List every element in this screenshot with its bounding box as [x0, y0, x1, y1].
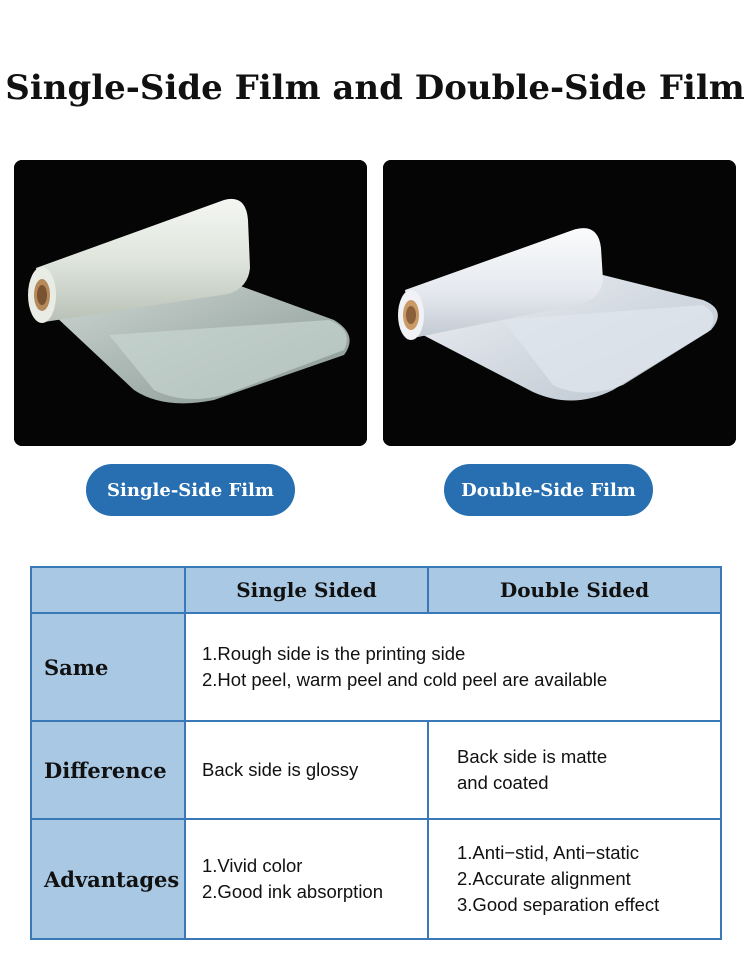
comparison-table: [30, 566, 722, 940]
difference-double-line-1: Back side is matte: [457, 746, 608, 767]
advantages-double-line-3: 3.Good separation effect: [457, 894, 660, 915]
row-label-same: Same: [31, 613, 185, 721]
advantages-double-line-2: 2.Accurate alignment: [457, 868, 631, 889]
table-header-double: Double Sided: [428, 567, 721, 613]
row-label-difference: Difference: [31, 721, 185, 819]
table-header-corner: [31, 567, 185, 613]
table-header-single: Single Sided: [185, 567, 428, 613]
same-cell: [185, 613, 721, 721]
page-title: Single-Side Film and Double-Side Film: [5, 68, 745, 108]
single-side-film-button[interactable]: Single-Side Film: [86, 464, 295, 516]
difference-double-cell: [428, 721, 721, 819]
advantages-single-line-2: 2.Good ink absorption: [202, 881, 384, 902]
double-side-film-image: [383, 160, 736, 446]
same-line-2: 2.Hot peel, warm peel and cold peel are available: [202, 669, 608, 690]
table-row: [31, 613, 721, 721]
double-side-film-button[interactable]: Double-Side Film: [444, 464, 653, 516]
table-row: [31, 819, 721, 939]
advantages-double-cell: [428, 819, 721, 939]
difference-single-line-1: Back side is glossy: [202, 759, 359, 780]
single-side-film-image: [14, 160, 367, 446]
table-header-row: [31, 567, 721, 613]
advantages-single-line-1: 1.Vivid color: [202, 855, 303, 876]
table-row: [31, 721, 721, 819]
same-line-1: 1.Rough side is the printing side: [202, 643, 466, 664]
row-label-advantages: Advantages: [31, 819, 185, 939]
difference-single-cell: [185, 721, 428, 819]
difference-double-line-2: and coated: [457, 772, 549, 793]
advantages-double-line-1: 1.Anti−stid, Anti−static: [457, 842, 640, 863]
advantages-single-cell: [185, 819, 428, 939]
